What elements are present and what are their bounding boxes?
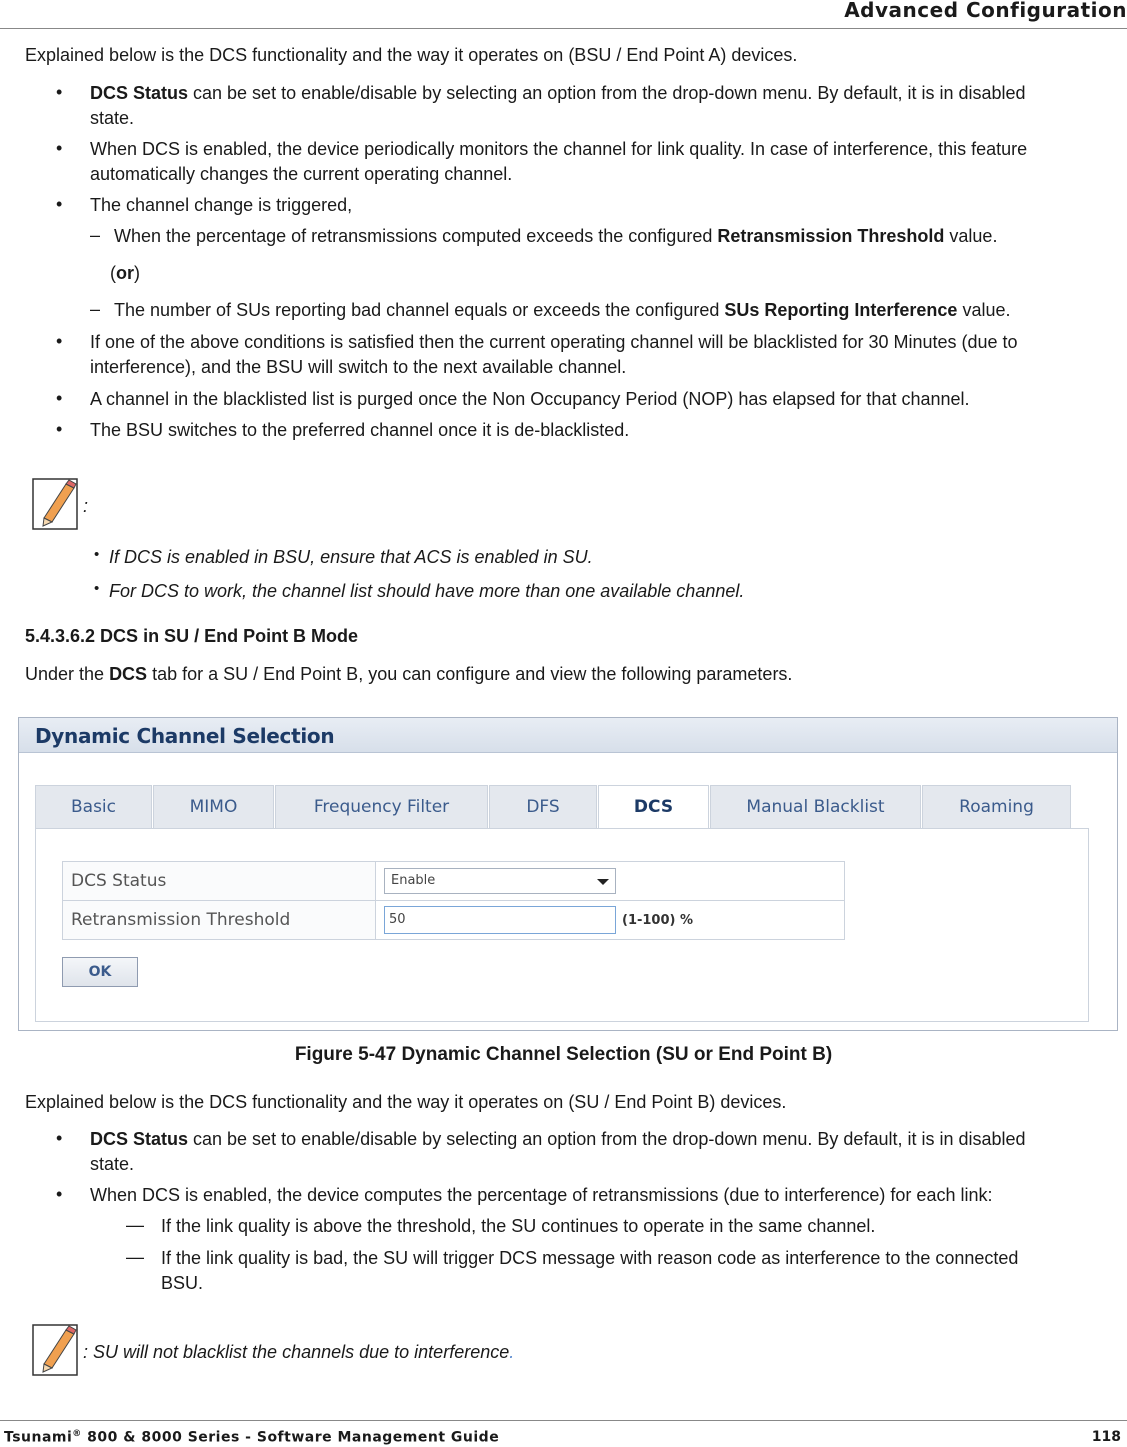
figure-panel-title: Dynamic Channel Selection (35, 724, 335, 748)
tab-frequency-filter[interactable]: Frequency Filter (275, 785, 488, 828)
note-pencil-icon (32, 478, 80, 530)
figure-caption: Figure 5-47 Dynamic Channel Selection (SU or End Point B) (294, 1044, 833, 1065)
section-heading: 5.4.3.6.2 DCS in SU / End Point B Mode (25, 626, 359, 646)
bullet-dot: • (56, 419, 63, 439)
retransmission-threshold-cell (376, 901, 845, 940)
tab-dcs[interactable]: DCS (598, 785, 709, 830)
bullet-dot: • (56, 388, 63, 408)
dash-marker: — (126, 1247, 144, 1267)
bullet-purge: A channel in the blacklisted list is purged once the Non Occupancy Period (NOP) has elapsed for that channel. (90, 389, 970, 409)
note-colon: : (83, 496, 89, 516)
ok-button[interactable]: OK (62, 957, 138, 987)
tab-mimo[interactable]: MIMO (153, 785, 274, 828)
bullet-blacklist-line1: If one of the above conditions is satisfied then the current operating channel will be blacklisted for 30 Minutes (due to (90, 332, 1018, 352)
header-divider (0, 28, 1127, 29)
bullet-dcs-status-su-line2: state. (90, 1154, 135, 1174)
retransmission-threshold-label: Retransmission Threshold (63, 901, 376, 940)
dcs-settings-panel (35, 828, 1089, 1022)
chevron-down-icon (597, 879, 609, 885)
bullet-dcs-status-line1: DCS Status can be set to enable/disable by selecting an option from the drop-down menu. By default, it is in disabled (90, 83, 1026, 103)
bullet-monitor-line2: automatically changes the current operating channel. (90, 164, 513, 184)
dropdown-selected-value: Enable (391, 873, 436, 888)
tab-dfs[interactable]: DFS (489, 785, 597, 828)
or-separator: (or) (110, 263, 140, 283)
link-quality-above: If the link quality is above the threshold, the SU continues to operate in the same channel. (161, 1216, 876, 1236)
bullet-dot: • (56, 138, 63, 158)
bullet-dcs-status-su-line1: DCS Status can be set to enable/disable by selecting an option from the drop-down menu. By default, it is in disabled (90, 1129, 1026, 1149)
link-quality-bad-line2: BSU. (161, 1273, 204, 1293)
condition-su-reporting: The number of SUs reporting bad channel equals or exceeds the configured SUs Reporting Interference value. (114, 300, 1011, 320)
note-bullet-dot: • (94, 580, 100, 597)
tab-basic[interactable]: Basic (35, 785, 152, 828)
bullet-monitor-line1: When DCS is enabled, the device periodically monitors the channel for link quality. In case of interference, this feature (90, 139, 1028, 159)
condition-retransmission: When the percentage of retransmissions computed exceeds the configured Retransmission Threshold value. (114, 226, 998, 246)
dcs-status-dropdown[interactable] (384, 868, 616, 894)
dash-marker: — (126, 1215, 144, 1235)
intro-paragraph-su: Explained below is the DCS functionality and the way it operates on (SU / End Point B) devices. (25, 1092, 787, 1112)
bullet-dot: • (56, 1184, 63, 1204)
note-su-blacklist: : SU will not blacklist the channels due to interference. (83, 1342, 515, 1362)
link-quality-bad-line1: If the link quality is bad, the SU will trigger DCS message with reason code as interference to the connected (161, 1248, 1019, 1268)
dcs-figure-screenshot (18, 717, 1118, 1031)
section-b-intro: Under the DCS tab for a SU / End Point B, you can configure and view the following parameters. (25, 664, 793, 684)
page-header-title: Advanced Configuration (844, 0, 1127, 22)
page-number: 118 (1091, 1429, 1121, 1445)
note-pencil-icon (32, 1324, 80, 1376)
note-item-acs: If DCS is enabled in BSU, ensure that ACS is enabled in SU. (109, 547, 593, 567)
bullet-trigger: The channel change is triggered, (90, 195, 353, 215)
bold-term: DCS Status (90, 83, 189, 103)
bullet-preferred: The BSU switches to the preferred channel once it is de-blacklisted. (90, 420, 630, 440)
note-item-channel-list: For DCS to work, the channel list should have more than one available channel. (109, 581, 745, 601)
retransmission-threshold-input[interactable]: 50 (384, 906, 616, 934)
footer-guide-title: Tsunami® 800 & 8000 Series - Software Management Guide (4, 1429, 500, 1446)
dash-marker: – (90, 225, 101, 245)
intro-paragraph-bsu: Explained below is the DCS functionality and the way it operates on (BSU / End Point A) devices. (25, 45, 798, 65)
footer-divider (0, 1420, 1127, 1421)
bullet-dot: • (56, 331, 63, 351)
bullet-dot: • (56, 194, 63, 214)
table-row (63, 901, 845, 940)
dcs-form-table (62, 861, 845, 940)
note-bullet-dot: • (94, 546, 100, 563)
threshold-range-hint: (1-100) % (622, 912, 694, 928)
dash-marker: – (90, 299, 101, 319)
dcs-status-cell (376, 862, 845, 901)
bullet-dcs-status-line2: state. (90, 108, 135, 128)
bullet-blacklist-line2: interference), and the BSU will switch to the next available channel. (90, 357, 627, 377)
tab-roaming[interactable]: Roaming (922, 785, 1071, 828)
dcs-status-label: DCS Status (63, 862, 376, 901)
bullet-dot: • (56, 82, 63, 102)
table-row (63, 862, 845, 901)
bullet-dot: • (56, 1128, 63, 1148)
figure-header-bar (19, 718, 1117, 753)
bullet-compute-retransmissions: When DCS is enabled, the device computes the percentage of retransmissions (due to interference) for each link: (90, 1185, 993, 1205)
tab-manual-blacklist[interactable]: Manual Blacklist (710, 785, 921, 828)
